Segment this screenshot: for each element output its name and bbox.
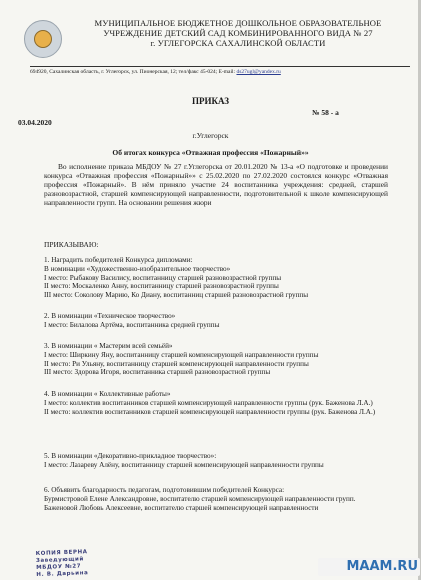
section-6-teacher-2: Баженовой Любовь Алексеевне, воспитателю старшей компенсирующей направленности	[44, 503, 319, 512]
stamp-line-3: Н. В. Дарьина	[36, 570, 89, 579]
section-4-place-2: II место: коллектив воспитанников старшей компенсирующей направленности группы (рук. Баженова Л.А.)	[44, 407, 376, 416]
order-number: № 58 - а	[312, 108, 339, 117]
section-6-teacher-1: Бурмистровой Елене Александровне, воспитателю старшей компенсирующей направленности групп.	[44, 494, 356, 503]
section-2-nomination: 2. В номинации «Техническое творчество»	[44, 312, 176, 320]
org-name-line-3: г. УГЛЕГОРСКА САХАЛИНСКОЙ ОБЛАСТИ	[150, 38, 326, 48]
address-text: 694920, Сахалинская область, г. Углегорск, ул. Пионерская, 12; тел/факс 45-024; E-mail:	[30, 69, 237, 75]
address-line	[30, 66, 410, 76]
order-date: 03.04.2020	[18, 118, 52, 127]
section-1-heading: 1. Наградить победителей Конкурса дипломами:	[44, 256, 193, 264]
section-3-place-2: II место: Ри Ульяну, воспитанницу старшей компенсирующей направленности группы	[44, 359, 309, 368]
section-5	[44, 452, 388, 470]
section-3-nomination: 3. В номинации « Мастерим всей семьёй»	[44, 342, 173, 350]
order-intro-paragraph: Во исполнение приказа МБДОУ № 27 г.Углегорска от 20.01.2020 № 13-а «О подготовке и проведении конкурса «Отважная профессия «Пожарный»» с 25.02.2020 по 27.02.2020 состоялся конкурс «Отважная профессия «Пожарный». В нём приняло участие 24 воспитанника учреждения: средней, старшей разновозрастной, старшей компенсирующей направленности, подготовительной к школе компенсирующей направленности групп. На основании решения жюри	[44, 162, 388, 207]
email-link[interactable]: ds27ugl@yandex.ru	[236, 69, 281, 75]
section-4-nomination: 4. В номинации « Коллективные работы»	[44, 390, 171, 398]
stamp-line-1: КОПИЯ ВЕРНА	[35, 549, 88, 558]
section-1-place-2: II место: Москаленко Анну, воспитанницу старшей разновозрастной группы	[44, 282, 279, 291]
section-1-place-1: I место: Рыбакову Василису, воспитанницу старшей разновозрастной группы	[44, 273, 282, 282]
organization-header	[68, 18, 408, 48]
section-2	[44, 312, 388, 330]
document-title: ПРИКАЗ	[191, 96, 230, 106]
section-4	[44, 390, 388, 416]
order-directive: ПРИКАЗЫВАЮ:	[44, 240, 99, 249]
section-5-nomination: 5. В номинации «Декоративно-прикладное творчество»:	[44, 452, 217, 460]
org-name-line-2: УЧРЕЖДЕНИЕ ДЕТСКИЙ САД КОМБИНИРОВАННОГО ВИДА № 27	[103, 28, 373, 38]
section-5-place-1: I место: Лазареву Алёну, воспитанницу старшей компенсирующей направленности группы	[44, 460, 324, 469]
section-3-place-1: I место: Ширкину Яну, воспитанницу старшей компенсирующей направленности группы	[44, 350, 319, 359]
section-2-place-1: I место: Билалова Артёма, воспитанника средней группы	[44, 320, 220, 329]
org-name-line-1: МУНИЦИПАЛЬНОЕ БЮДЖЕТНОЕ ДОШКОЛЬНОЕ ОБРАЗОВАТЕЛЬНОЕ	[94, 18, 382, 28]
section-3-place-3: III место: Здорова Игоря, воспитанника старшей разновозрастной группы	[44, 368, 271, 377]
section-4-place-1: I место: коллектив воспитанников старшей компенсирующей направленности группы (рук. Баженова Л.А.)	[44, 398, 373, 407]
maam-watermark: MAAM.RU	[318, 558, 420, 576]
order-city: г.Углегорск	[192, 131, 229, 140]
section-1-nomination: В номинации «Художественно-изобразительное творчество»	[44, 264, 231, 273]
order-subject: Об итогах конкурса «Отважная профессия «Пожарный»»	[112, 148, 309, 157]
kindergarten-logo-icon	[24, 20, 62, 58]
stamp-line-2: Заведующий МБДОУ №27	[35, 556, 84, 572]
copy-verified-stamp	[36, 549, 95, 577]
section-6	[44, 486, 388, 512]
section-1	[44, 256, 388, 300]
section-6-heading: 6. Объявить благодарность педагогам, подготовившим победителей Конкурса:	[44, 486, 285, 494]
section-3	[44, 342, 388, 377]
section-1-place-3: III место: Соколову Марию, Ко Диану, воспитанниц старшей разновозрастной группы	[44, 291, 309, 300]
